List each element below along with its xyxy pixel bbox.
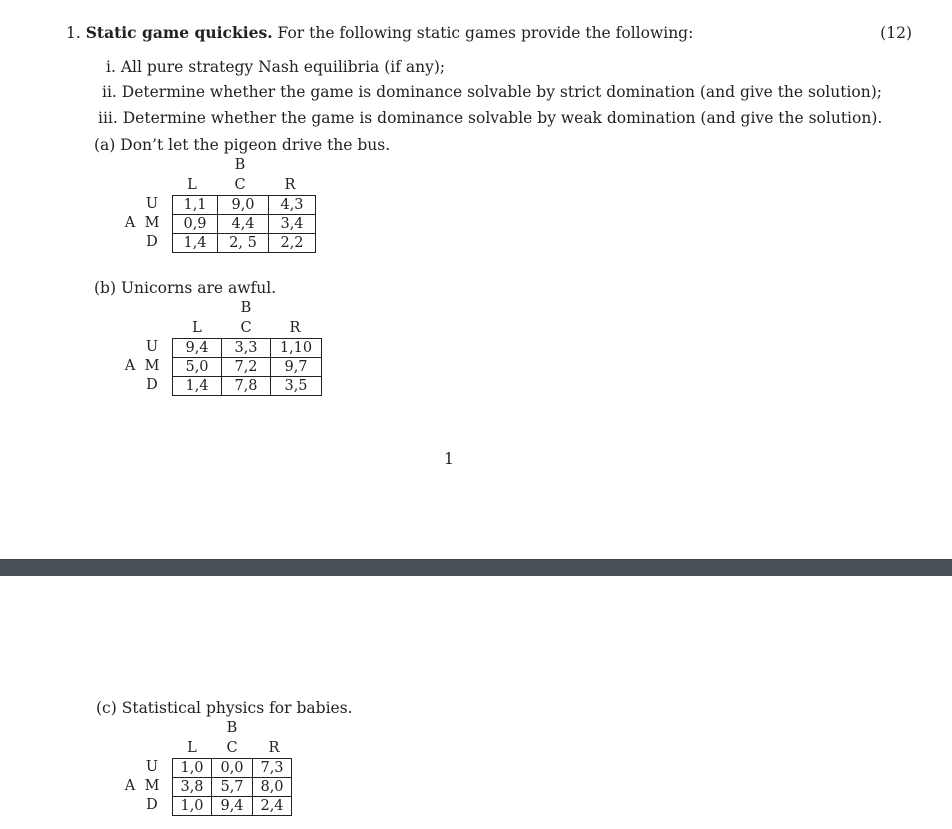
row-header: M: [144, 358, 160, 374]
game-a-matrix: [120, 156, 320, 256]
column-header: L: [187, 177, 197, 193]
payoff-cell: 4,3: [269, 196, 316, 215]
game-a-heading: [94, 135, 390, 155]
task-item: [98, 108, 882, 128]
payoff-table: [172, 758, 292, 816]
column-header: R: [284, 177, 296, 193]
task-text: Determine whether the game is dominance solvable by strict domination (and give the solution);: [121, 83, 883, 101]
payoff-cell: 3,8: [173, 778, 212, 797]
payoff-cell: 2,4: [253, 797, 292, 816]
payoff-cell: 9,4: [212, 797, 253, 816]
row-header: M: [144, 215, 160, 231]
column-header: C: [240, 320, 252, 336]
column-header: R: [289, 320, 301, 336]
payoff-cell: 5,0: [173, 358, 222, 377]
payoff-cell: 1,4: [173, 377, 222, 396]
payoff-cell: 1,0: [173, 797, 212, 816]
payoff-cell: 1,0: [173, 759, 212, 778]
payoff-cell: 7,2: [222, 358, 271, 377]
game-c-matrix: [120, 719, 310, 819]
game-label: (c): [96, 699, 117, 717]
problem-points: (12): [880, 24, 912, 42]
problem-intro: For the following static games provide the following:: [277, 24, 694, 42]
payoff-cell: 7,3: [253, 759, 292, 778]
task-item: [106, 57, 445, 77]
column-header: R: [268, 740, 280, 756]
row-player-label: A: [124, 215, 136, 231]
payoff-cell: 2, 5: [218, 234, 269, 253]
payoff-cell: 0,9: [173, 215, 218, 234]
table-row: [173, 215, 316, 234]
game-b-heading: [94, 278, 276, 298]
task-text: All pure strategy Nash equilibria (if any);: [120, 58, 446, 76]
column-player-label: B: [234, 157, 246, 173]
row-header: D: [146, 234, 158, 250]
task-marker: ii.: [102, 83, 117, 101]
column-header: L: [192, 320, 202, 336]
problem-title: Static game quickies.: [85, 23, 273, 42]
payoff-cell: 5,7: [212, 778, 253, 797]
game-b-matrix: [120, 299, 330, 399]
problem-header: [66, 23, 693, 43]
payoff-cell: 3,5: [271, 377, 322, 396]
problem-number: 1.: [66, 24, 81, 42]
payoff-cell: 1,10: [271, 339, 322, 358]
table-row: [173, 377, 322, 396]
row-header: U: [145, 196, 159, 212]
payoff-table: [172, 338, 322, 396]
game-label: (b): [94, 279, 117, 297]
column-header: C: [226, 740, 238, 756]
task-marker: i.: [106, 58, 116, 76]
table-row: [173, 778, 292, 797]
payoff-cell: 3,4: [269, 215, 316, 234]
column-header: L: [187, 740, 197, 756]
row-header: D: [146, 797, 158, 813]
row-header: M: [144, 778, 160, 794]
payoff-cell: 1,4: [173, 234, 218, 253]
game-title: Statistical physics for babies.: [121, 699, 353, 717]
game-title: Don’t let the pigeon drive the bus.: [120, 136, 391, 154]
payoff-cell: 0,0: [212, 759, 253, 778]
payoff-cell: 3,3: [222, 339, 271, 358]
payoff-cell: 7,8: [222, 377, 271, 396]
task-text: Determine whether the game is dominance solvable by weak domination (and give the solution).: [122, 109, 883, 127]
column-player-label: B: [226, 720, 238, 736]
page-2: [0, 576, 952, 829]
payoff-cell: 9,0: [218, 196, 269, 215]
page-separator: [0, 559, 952, 576]
game-c-heading: [96, 698, 353, 718]
column-player-label: B: [240, 300, 252, 316]
task-marker: iii.: [98, 109, 118, 127]
column-header: C: [234, 177, 246, 193]
page-number: 1: [444, 450, 454, 468]
table-row: [173, 797, 292, 816]
payoff-cell: 4,4: [218, 215, 269, 234]
payoff-cell: 1,1: [173, 196, 218, 215]
payoff-cell: 9,4: [173, 339, 222, 358]
row-header: D: [146, 377, 158, 393]
game-label: (a): [94, 136, 116, 154]
table-row: [173, 339, 322, 358]
table-row: [173, 234, 316, 253]
table-row: [173, 196, 316, 215]
payoff-cell: 9,7: [271, 358, 322, 377]
row-player-label: A: [124, 358, 136, 374]
table-row: [173, 759, 292, 778]
row-header: U: [145, 759, 159, 775]
payoff-cell: 8,0: [253, 778, 292, 797]
payoff-table: [172, 195, 316, 253]
game-title: Unicorns are awful.: [120, 279, 277, 297]
task-item: [102, 82, 882, 102]
row-header: U: [145, 339, 159, 355]
row-player-label: A: [124, 778, 136, 794]
payoff-cell: 2,2: [269, 234, 316, 253]
table-row: [173, 358, 322, 377]
